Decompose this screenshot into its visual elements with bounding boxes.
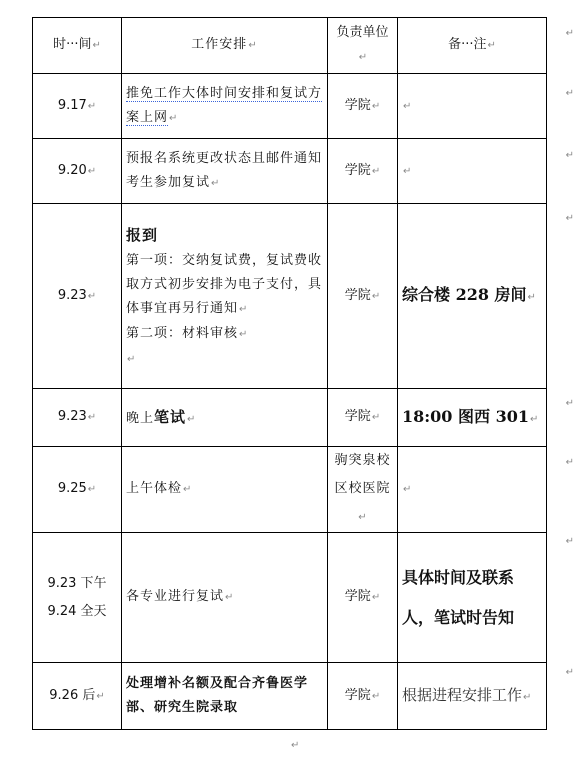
row-note (398, 447, 547, 533)
row-end-mark: ↵ (565, 213, 574, 224)
header-note-label: 备···注 (448, 37, 487, 52)
row-note (398, 663, 547, 730)
time-text: 9.26 后 (49, 687, 96, 703)
row-note (398, 533, 547, 663)
row-end-mark: ↵ (565, 150, 574, 161)
work-text: 推免工作大体时间安排和复试方案上网 (126, 85, 323, 125)
para-mark: ↵ (169, 112, 179, 124)
para-mark: ↵ (92, 40, 101, 51)
row-unit (328, 389, 398, 447)
time-text: 9.25 (57, 481, 87, 496)
schedule-table (32, 17, 547, 730)
para-mark: ↵ (487, 40, 496, 51)
unit-text: 驹突泉校区校医院 (334, 453, 391, 496)
header-unit-label: 负责单位 (336, 25, 389, 40)
row-time (33, 447, 122, 533)
row-end-mark: ↵ (565, 28, 574, 39)
row-time (33, 389, 122, 447)
para-mark: ↵ (87, 412, 97, 423)
work-step-1 (126, 249, 323, 322)
time-text-2: 9.24 全天 (47, 603, 107, 619)
row-work (122, 533, 328, 663)
work-step-2-text: 第二项：材料审核 (126, 325, 239, 341)
para-mark: ↵ (211, 177, 221, 189)
time-text: 9.23 (57, 287, 87, 303)
unit-text: 学院 (344, 162, 371, 178)
para-mark: ↵ (403, 100, 412, 112)
row-unit (328, 74, 398, 139)
note-text: 根据进程安排工作 (402, 685, 523, 704)
work-text: 上午体检 (126, 481, 183, 496)
header-unit (328, 18, 398, 74)
para-mark: ↵ (87, 290, 97, 302)
para-mark: ↵ (239, 303, 249, 315)
row-end-mark: ↵ (565, 457, 574, 468)
work-text: 晚上 (126, 411, 155, 426)
row-end-mark: ↵ (565, 536, 574, 547)
row-time (33, 74, 122, 139)
row-unit (328, 533, 398, 663)
work-step-1-text: 第一项：交纳复试费，复试费收取方式初步安排为电子支付，具体事宜再另行通知 (126, 252, 323, 316)
unit-text: 学院 (344, 687, 371, 703)
table-row (33, 139, 547, 204)
para-mark: ↵ (87, 484, 97, 495)
table-row (33, 663, 547, 730)
para-mark: ↵ (371, 100, 381, 112)
para-mark: ↵ (529, 413, 539, 425)
para-mark: ↵ (527, 292, 536, 303)
table-row (33, 204, 547, 389)
para-mark: ↵ (291, 740, 300, 751)
time-text: 9.17 (57, 97, 87, 113)
row-note (398, 139, 547, 204)
para-mark: ↵ (403, 484, 412, 495)
row-note (398, 204, 547, 389)
header-row (33, 18, 547, 74)
para-mark: ↵ (371, 592, 381, 603)
para-mark: ↵ (183, 484, 193, 495)
row-work (122, 204, 328, 389)
para-mark: ↵ (358, 52, 368, 63)
para-mark: ↵ (187, 414, 197, 425)
header-work (122, 18, 328, 74)
row-note (398, 389, 547, 447)
unit-text: 学院 (344, 97, 371, 113)
work-text: 各专业进行复试 (126, 589, 225, 604)
para-mark: ↵ (239, 328, 249, 340)
row-end-mark: ↵ (565, 88, 574, 99)
table-row (33, 74, 547, 139)
para-mark: ↵ (403, 165, 412, 177)
row-work (122, 389, 328, 447)
row-end-mark: ↵ (565, 398, 574, 409)
time-text-1: 9.23 下午 (47, 575, 107, 591)
row-time (33, 663, 122, 730)
table-row (33, 533, 547, 663)
row-work (122, 663, 328, 730)
para-mark: ↵ (523, 691, 532, 703)
table-row (33, 389, 547, 447)
para-mark: ↵ (371, 412, 381, 423)
para-mark: ↵ (127, 353, 137, 365)
para-mark: ↵ (371, 165, 381, 177)
row-unit (328, 139, 398, 204)
row-end-mark: ↵ (565, 667, 574, 678)
header-work-label: 工作安排 (191, 37, 248, 52)
row-unit (328, 204, 398, 389)
header-time-label: 时···间 (53, 37, 92, 52)
para-mark: ↵ (96, 690, 105, 702)
header-time (33, 18, 122, 74)
row-work (122, 74, 328, 139)
table-row (33, 447, 547, 533)
row-work (122, 447, 328, 533)
row-time (33, 204, 122, 389)
para-mark: ↵ (371, 290, 381, 302)
para-mark: ↵ (87, 165, 97, 177)
row-time (33, 533, 122, 663)
para-mark: ↵ (225, 592, 235, 603)
note-text: 18:00 图西 301 (402, 406, 529, 426)
work-text: 处理增补名额及配合齐鲁医学部、研究生院录取 (126, 676, 309, 715)
time-text: 9.23 (57, 409, 87, 424)
header-note (398, 18, 547, 74)
unit-text: 学院 (344, 589, 371, 604)
row-work (122, 139, 328, 204)
unit-text: 学院 (344, 287, 371, 303)
work-strong-text: 笔试 (154, 408, 187, 426)
para-mark: ↵ (358, 512, 368, 523)
work-step-2 (126, 322, 323, 347)
note-text: 具体时间及联系人，笔试时告知 (402, 567, 515, 627)
para-mark: ↵ (371, 690, 381, 702)
unit-text: 学院 (344, 409, 371, 424)
empty-line (126, 347, 323, 372)
work-text: 预报名系统更改状态且邮件通知考生参加复试 (126, 150, 323, 190)
para-mark: ↵ (87, 100, 97, 112)
para-mark: ↵ (248, 40, 258, 51)
row-time (33, 139, 122, 204)
row-unit (328, 447, 398, 533)
row-note (398, 74, 547, 139)
row-unit (328, 663, 398, 730)
note-text: 综合楼 228 房间 (402, 285, 527, 304)
time-text: 9.20 (57, 162, 87, 178)
work-title: 报到 (126, 225, 159, 244)
